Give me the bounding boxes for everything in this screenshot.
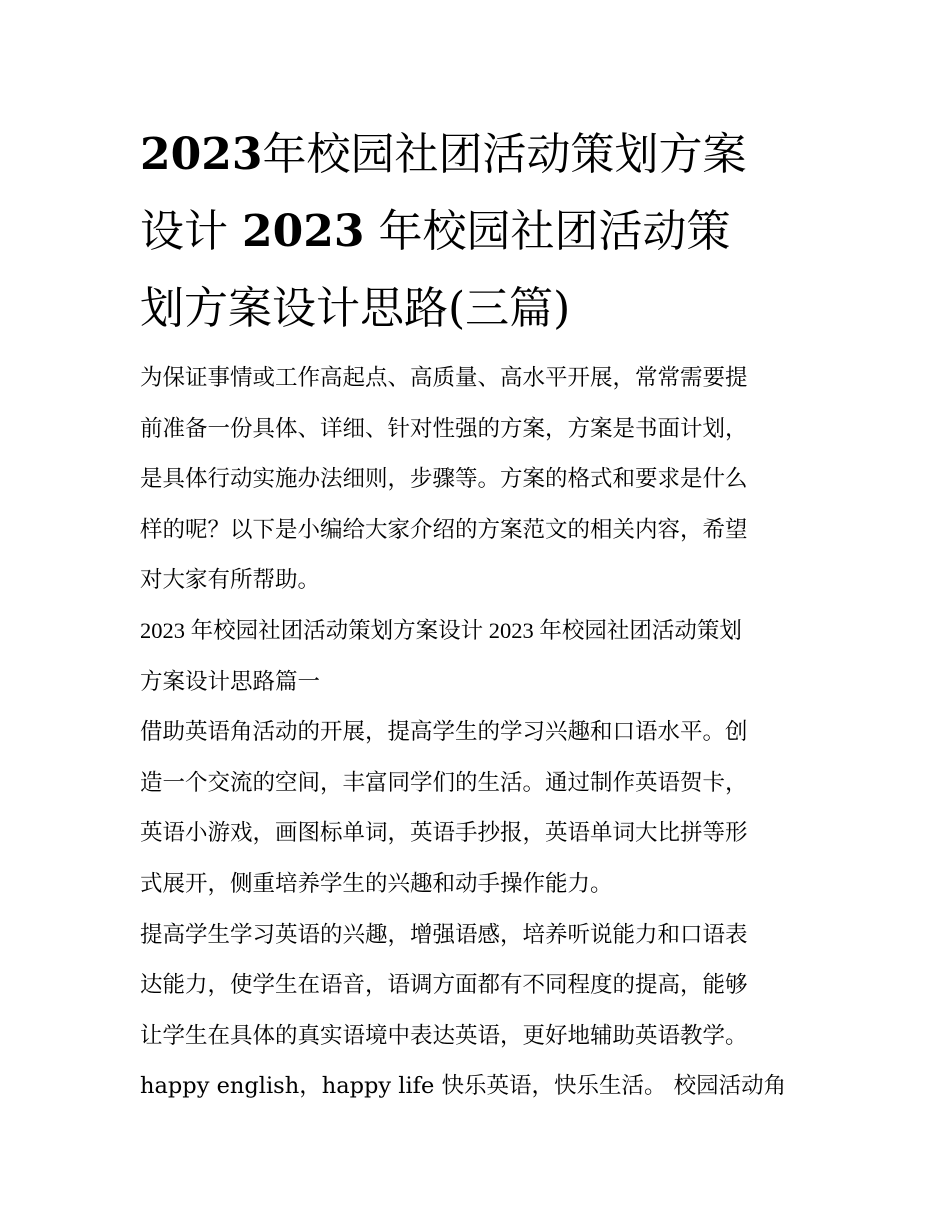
text-line: 是具体行动实施办法细则，步骤等。方案的格式和要求是什么 [140, 466, 748, 493]
text-line: 达能力，使学生在语音，语调方面都有不同程度的提高，能够 [140, 972, 748, 999]
text-line: 提高学生学习英语的兴趣，增强语感，培养听说能力和口语表 [140, 921, 748, 948]
text-line: 式展开，侧重培养学生的兴趣和动手操作能力。 [140, 870, 613, 897]
title-text: 年校园社团活动策 [364, 206, 731, 257]
title-year: 2023 [242, 206, 365, 257]
text-line: 前准备一份具体、详细、针对性强的方案，方案是书面计划， [140, 415, 748, 442]
section-heading [140, 606, 812, 707]
document-content [140, 116, 812, 1112]
text-line: 2023 年校园社团活动策划方案设计 2023 年校园社团活动策划 [140, 617, 742, 643]
paragraph [140, 910, 812, 1062]
text-line: 借助英语角活动的开展，提高学生的学习兴趣和口语水平。创 [140, 719, 748, 746]
document-body [140, 353, 812, 1112]
title-text: 设计 [140, 206, 242, 257]
document-title [140, 116, 812, 347]
title-line [140, 270, 812, 347]
paragraph [140, 707, 812, 909]
text-line: 样的呢？以下是小编给大家介绍的方案范文的相关内容，希望 [140, 516, 748, 543]
paragraph [140, 1061, 812, 1112]
title-text: 年校园社团活动策划方案 [262, 129, 747, 180]
text-line: 为保证事情或工作高起点、高质量、高水平开展，常常需要提 [140, 365, 748, 391]
text-line: 造一个交流的空间，丰富同学们的生活。通过制作英语贺卡， [140, 769, 748, 796]
title-year: 2023 [140, 129, 263, 180]
text-line: 方案设计思路篇一 [140, 668, 321, 694]
text-line: happy english，happy life 快乐英语，快乐生活。 校园活动角 [140, 1073, 787, 1100]
text-line: 英语小游戏，画图标单词，英语手抄报，英语单词大比拼等形 [140, 820, 748, 847]
title-text: 划方案设计思路(三篇) [140, 283, 571, 334]
text-line: 让学生在具体的真实语境中表达英语，更好地辅助英语教学。 [140, 1022, 748, 1049]
text-line: 对大家有所帮助。 [140, 567, 321, 594]
title-line [140, 116, 812, 193]
title-line [140, 193, 812, 270]
paragraph [140, 353, 812, 606]
